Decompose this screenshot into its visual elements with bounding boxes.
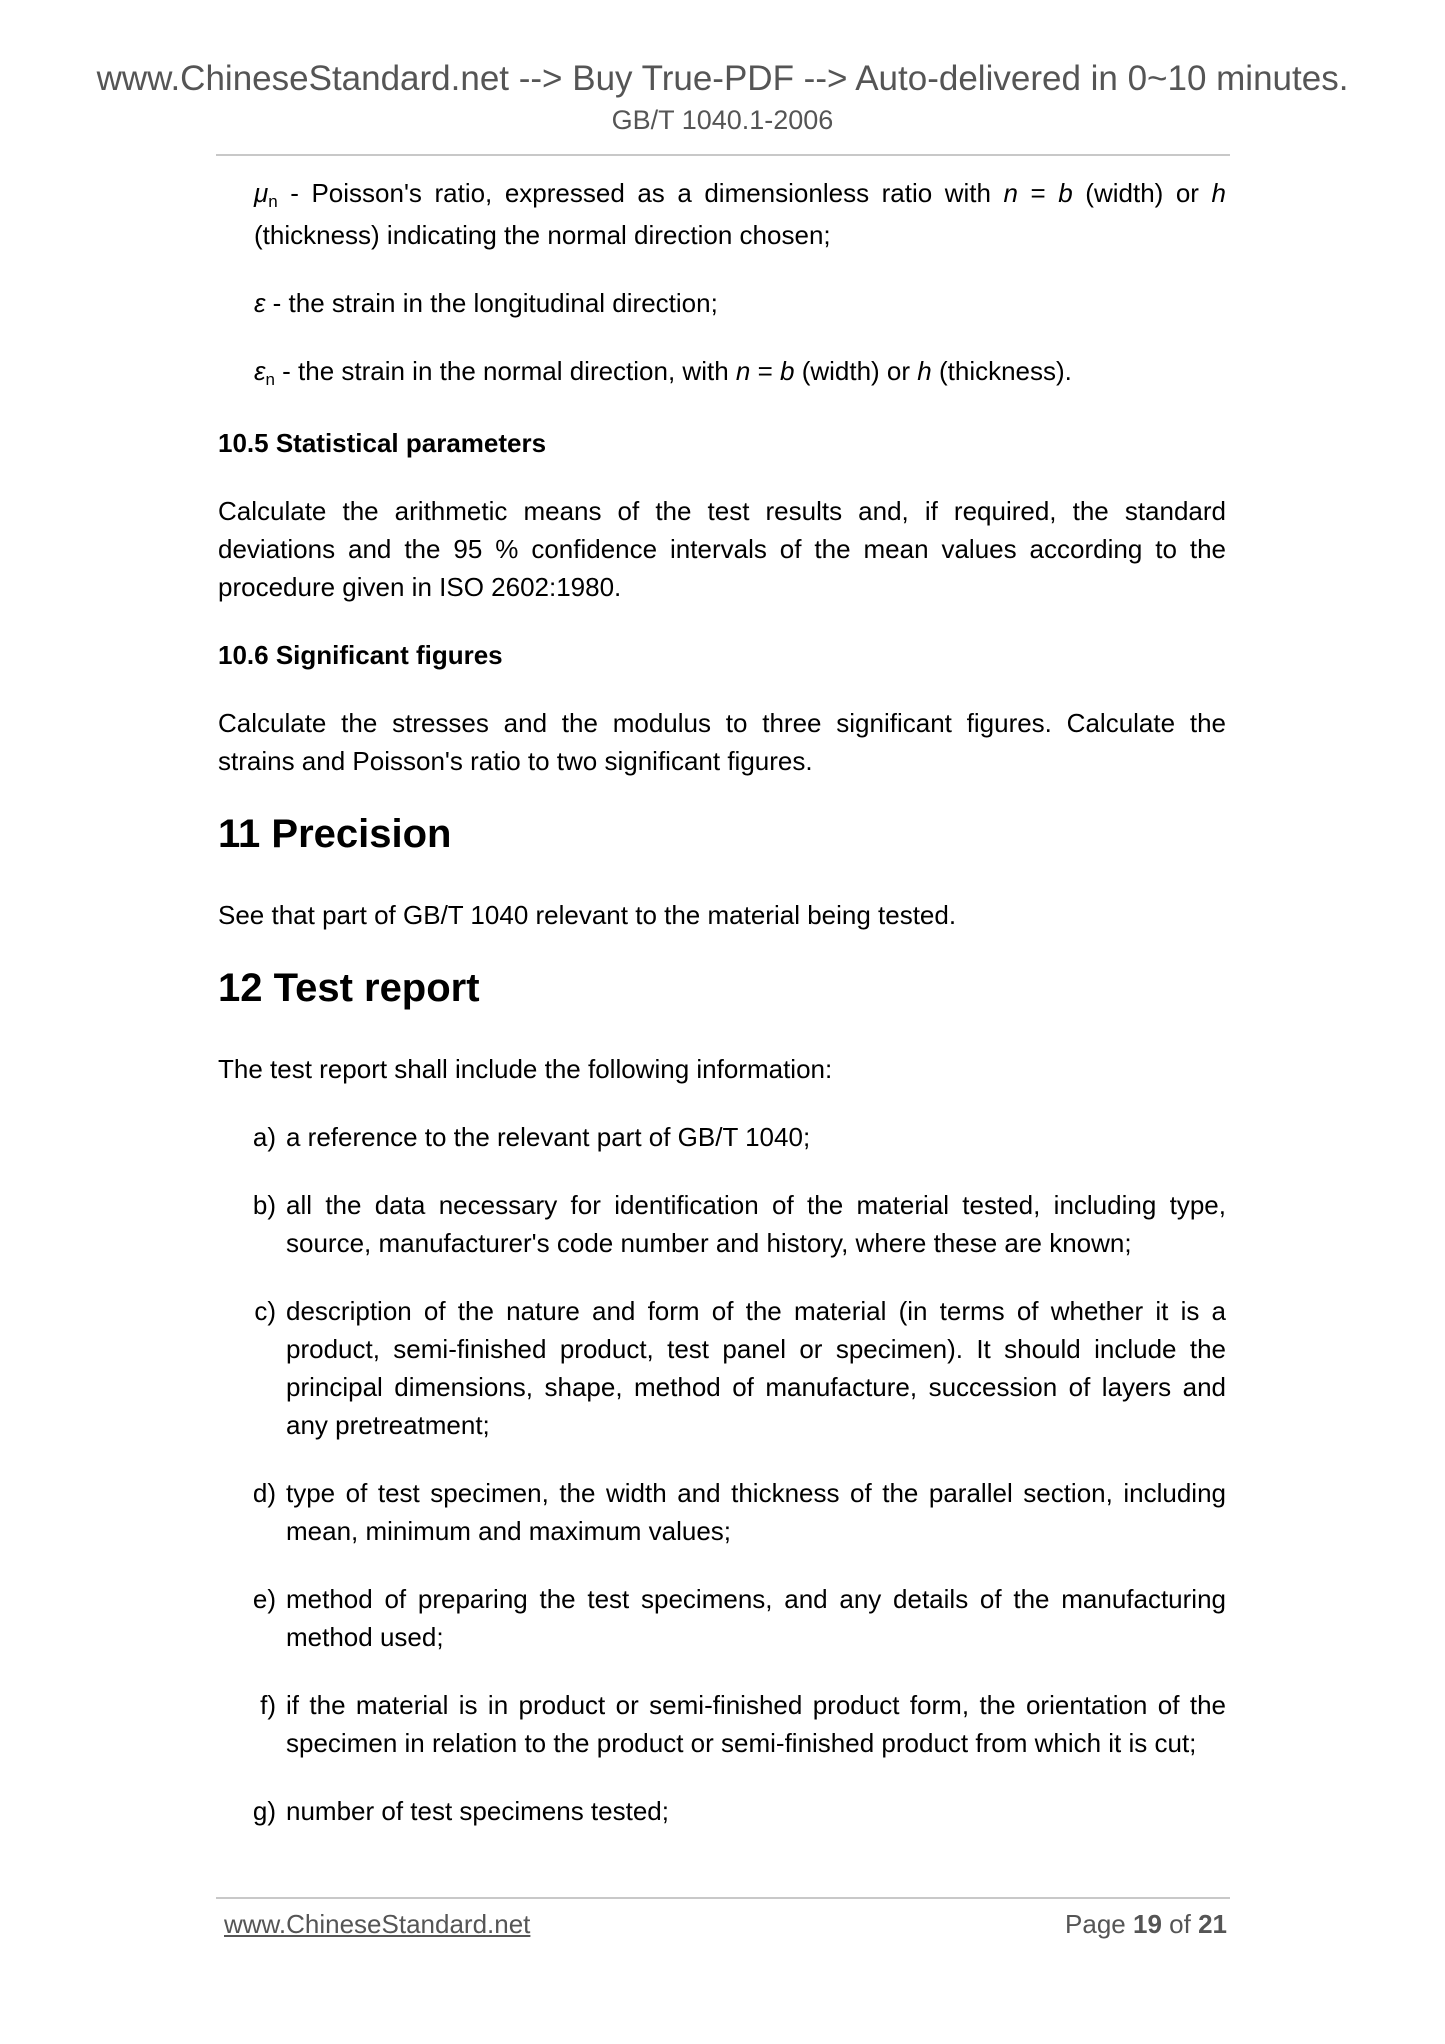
page-content [218, 174, 1226, 1860]
clause-intro-12: The test report shall include the following information: [218, 1054, 833, 1084]
footer-divider [216, 1897, 1230, 1899]
section-heading-10-6: 10.6 Significant figures [218, 640, 503, 670]
clause-heading-11: 11 Precision [218, 812, 452, 856]
list-item-text: all the data necessary for identification of the material tested, including type, source, manufacturer's code number and history, where these are known; [286, 1190, 1226, 1258]
definition-text: (thickness) indicating the normal direction chosen; [254, 220, 831, 250]
definition-text: - the strain in the normal direction, with [274, 356, 736, 386]
total-pages: 21 [1198, 1909, 1227, 1939]
clause-body-11: See that part of GB/T 1040 relevant to the material being tested. [218, 900, 957, 930]
list-item-label: a) [252, 1122, 276, 1152]
list-item [218, 1686, 1226, 1762]
equals: = [1018, 178, 1059, 208]
list-item-label: f) [260, 1690, 276, 1720]
var-n: n [735, 356, 751, 386]
subscript-n: n [268, 192, 278, 211]
definition-text: (width) or [1072, 178, 1212, 208]
header-banner: www.ChineseStandard.net --> Buy True-PDF --> Auto-delivered in 0~10 minutes. [96, 59, 1349, 98]
definition-epsilon-n [218, 352, 1226, 394]
var-h: h [1211, 178, 1226, 208]
list-item [218, 1474, 1226, 1550]
var-b: b [780, 356, 795, 386]
list-item-label: c) [254, 1296, 276, 1326]
list-item-text: type of test specimen, the width and thickness of the parallel section, including mean, minimum and maximum values; [286, 1478, 1226, 1546]
current-page: 19 [1133, 1909, 1162, 1939]
list-item-text: if the material is in product or semi-finished product form, the orientation of the specimen in relation to the product or semi-finished product from which it is cut; [286, 1690, 1226, 1758]
subscript-n: n [265, 370, 275, 389]
var-n: n [1003, 178, 1018, 208]
section-body-10-5: Calculate the arithmetic means of the test results and, if required, the standard deviations and the 95 % confidence intervals of the mean values according to the procedure given in ISO 2602:1980. [218, 496, 1226, 602]
list-item [218, 1792, 1226, 1830]
symbol-epsilon: ε [254, 356, 266, 386]
page-number [1065, 1906, 1227, 1942]
section-heading-10-5: 10.5 Statistical parameters [218, 428, 547, 458]
symbol-mu: μ [254, 178, 269, 208]
definition-text: - the strain in the longitudinal direction; [265, 288, 718, 318]
equals: = [750, 356, 780, 386]
var-b: b [1058, 178, 1073, 208]
list-item-label: b) [252, 1190, 276, 1220]
section-body-10-6: Calculate the stresses and the modulus to three significant figures. Calculate the strains and Poisson's ratio to two significant figures. [218, 708, 1226, 776]
list-item [218, 1292, 1226, 1444]
list-item-text: a reference to the relevant part of GB/T 1040; [286, 1122, 811, 1152]
list-item-label: g) [252, 1796, 276, 1826]
definition-text: - Poisson's ratio, expressed as a dimensionless ratio with [277, 178, 1004, 208]
clause-heading-12: 12 Test report [218, 966, 480, 1010]
symbol-epsilon: ε [254, 288, 266, 318]
page-word: Page [1065, 1909, 1126, 1939]
definition-text: (thickness). [931, 356, 1072, 386]
header-divider [216, 154, 1230, 156]
definition-text: (width) or [794, 356, 918, 386]
list-item [218, 1186, 1226, 1262]
definition-epsilon [218, 284, 1226, 322]
list-item-label: e) [252, 1584, 276, 1614]
standard-code: GB/T 1040.1-2006 [611, 105, 834, 135]
list-item [218, 1118, 1226, 1156]
var-h: h [917, 356, 932, 386]
list-item-label: d) [252, 1478, 276, 1508]
list-item-text: description of the nature and form of the material (in terms of whether it is a product, semi-finished product, test panel or specimen). It should include the principal dimensions, shape, method of manufacture, succession of layers and any pretreatment; [286, 1296, 1226, 1440]
list-item-text: number of test specimens tested; [286, 1796, 669, 1826]
definition-mu [218, 174, 1226, 254]
list-item-text: method of preparing the test specimens, and any details of the manufacturing method used; [286, 1584, 1226, 1652]
of-word: of [1169, 1909, 1191, 1939]
footer-site-link[interactable]: www.ChineseStandard.net [224, 1909, 531, 1939]
list-item [218, 1580, 1226, 1656]
